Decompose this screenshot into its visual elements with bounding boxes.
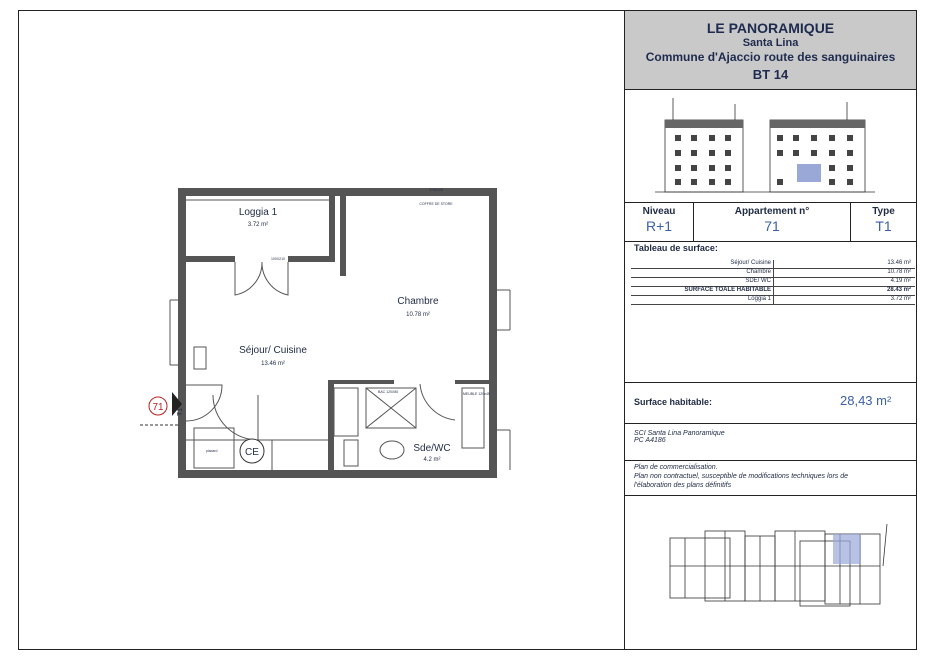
table-row: Loggia 1 3.72 m² [631, 296, 915, 305]
surface-habitable-label: Surface habitable: [634, 397, 713, 407]
wall-west [178, 188, 186, 478]
wc-tank [344, 440, 358, 466]
entry-type-label: T1 [177, 407, 184, 416]
key-plan-drawing [625, 496, 916, 649]
surface-habitable-value: 28,43 m² [840, 393, 892, 408]
highlighted-unit [797, 164, 821, 182]
facade-drawing [625, 90, 916, 202]
meuble-label: MEUBLE 120x45 [463, 392, 490, 396]
wall-sde-north-right [455, 380, 489, 384]
permit-number: PC A4186 [634, 437, 666, 444]
sde-area: 4.2 m² [423, 457, 441, 463]
placard-label: placard [206, 449, 218, 453]
niveau-label: Niveau [642, 206, 676, 217]
note-line-2: Plan non contractuel, susceptible de modifications techniques lors de [634, 473, 849, 480]
table-row: Séjour/ Cuisine 13.46 m² [631, 260, 915, 269]
kitchen-unit [194, 347, 206, 369]
appartement-value: 71 [764, 218, 780, 234]
toilet-icon [380, 441, 404, 459]
table-row: Chambre 10.78 m² [631, 269, 915, 278]
loggia-name: Loggia 1 [238, 207, 278, 218]
ce-label: CE [245, 447, 259, 458]
owner-name: SCI Santa Lina Panoramique [634, 430, 725, 437]
key-plan-highlight [833, 534, 861, 564]
owner-block [625, 424, 916, 461]
disclaimer [625, 461, 916, 496]
vanity-unit [462, 388, 484, 448]
dim-window: 170X115 [429, 188, 443, 192]
wall-loggia-south-left [186, 256, 235, 262]
note-line-3: l'élaboration des plans définitifs [634, 482, 732, 489]
type-label: Type [872, 206, 895, 217]
surface-table-title: Tableau de surface: [634, 243, 718, 253]
appartement-cell [694, 203, 851, 241]
niveau-cell [625, 203, 694, 241]
unit-info-row [625, 203, 916, 242]
title-block [625, 11, 916, 90]
wall-south [178, 470, 497, 478]
sde-name: Sde/WC [413, 443, 451, 454]
chambre-name: Chambre [397, 296, 439, 307]
appartement-label: Appartement n° [734, 206, 810, 217]
wall-chambre-west [340, 196, 346, 276]
wall-loggia-east [329, 188, 335, 260]
key-plan [625, 496, 916, 649]
sejour-name: Séjour/ Cuisine [239, 345, 307, 356]
wall-sde-north [334, 380, 394, 384]
type-value: T1 [875, 218, 892, 234]
sejour-area: 13.46 m² [261, 361, 285, 367]
walls [178, 188, 497, 478]
note-line-1: Plan de commercialisation. [634, 464, 718, 471]
wall-north-chambre [335, 188, 495, 196]
title-panel [625, 11, 916, 649]
wall-sde-west [328, 380, 334, 470]
facade-elevation [625, 90, 916, 203]
wall-north-loggia [178, 188, 336, 196]
project-address: Commune d'Ajaccio route des sanguinaires [645, 50, 896, 64]
unit-marker-label: 71 [152, 402, 164, 413]
table-row: SDE/ WC 4.19 m² [631, 278, 915, 287]
dim-door: 100X210 [270, 257, 286, 261]
surface-habitable [625, 383, 916, 424]
project-name: LE PANORAMIQUE [706, 20, 835, 36]
kitchen-counter [194, 428, 234, 468]
type-cell [851, 203, 916, 241]
niveau-value: R+1 [645, 218, 673, 234]
chambre-area: 10.78 m² [406, 312, 430, 318]
wall-loggia-south-right [288, 256, 335, 262]
wall-east [489, 188, 497, 478]
loggia-area: 3.72 m² [247, 222, 269, 228]
surface-table [625, 242, 916, 383]
building-number: BT 14 [752, 67, 789, 82]
bac-label: BAC 120X80 [378, 390, 399, 394]
coffre-label: COFFRE DE STORE [419, 202, 453, 206]
table-row: SURFACE TOALE HABITABLE 28.43 m² [631, 287, 915, 296]
project-location: Santa Lina [742, 37, 799, 49]
door-swings [186, 262, 455, 440]
